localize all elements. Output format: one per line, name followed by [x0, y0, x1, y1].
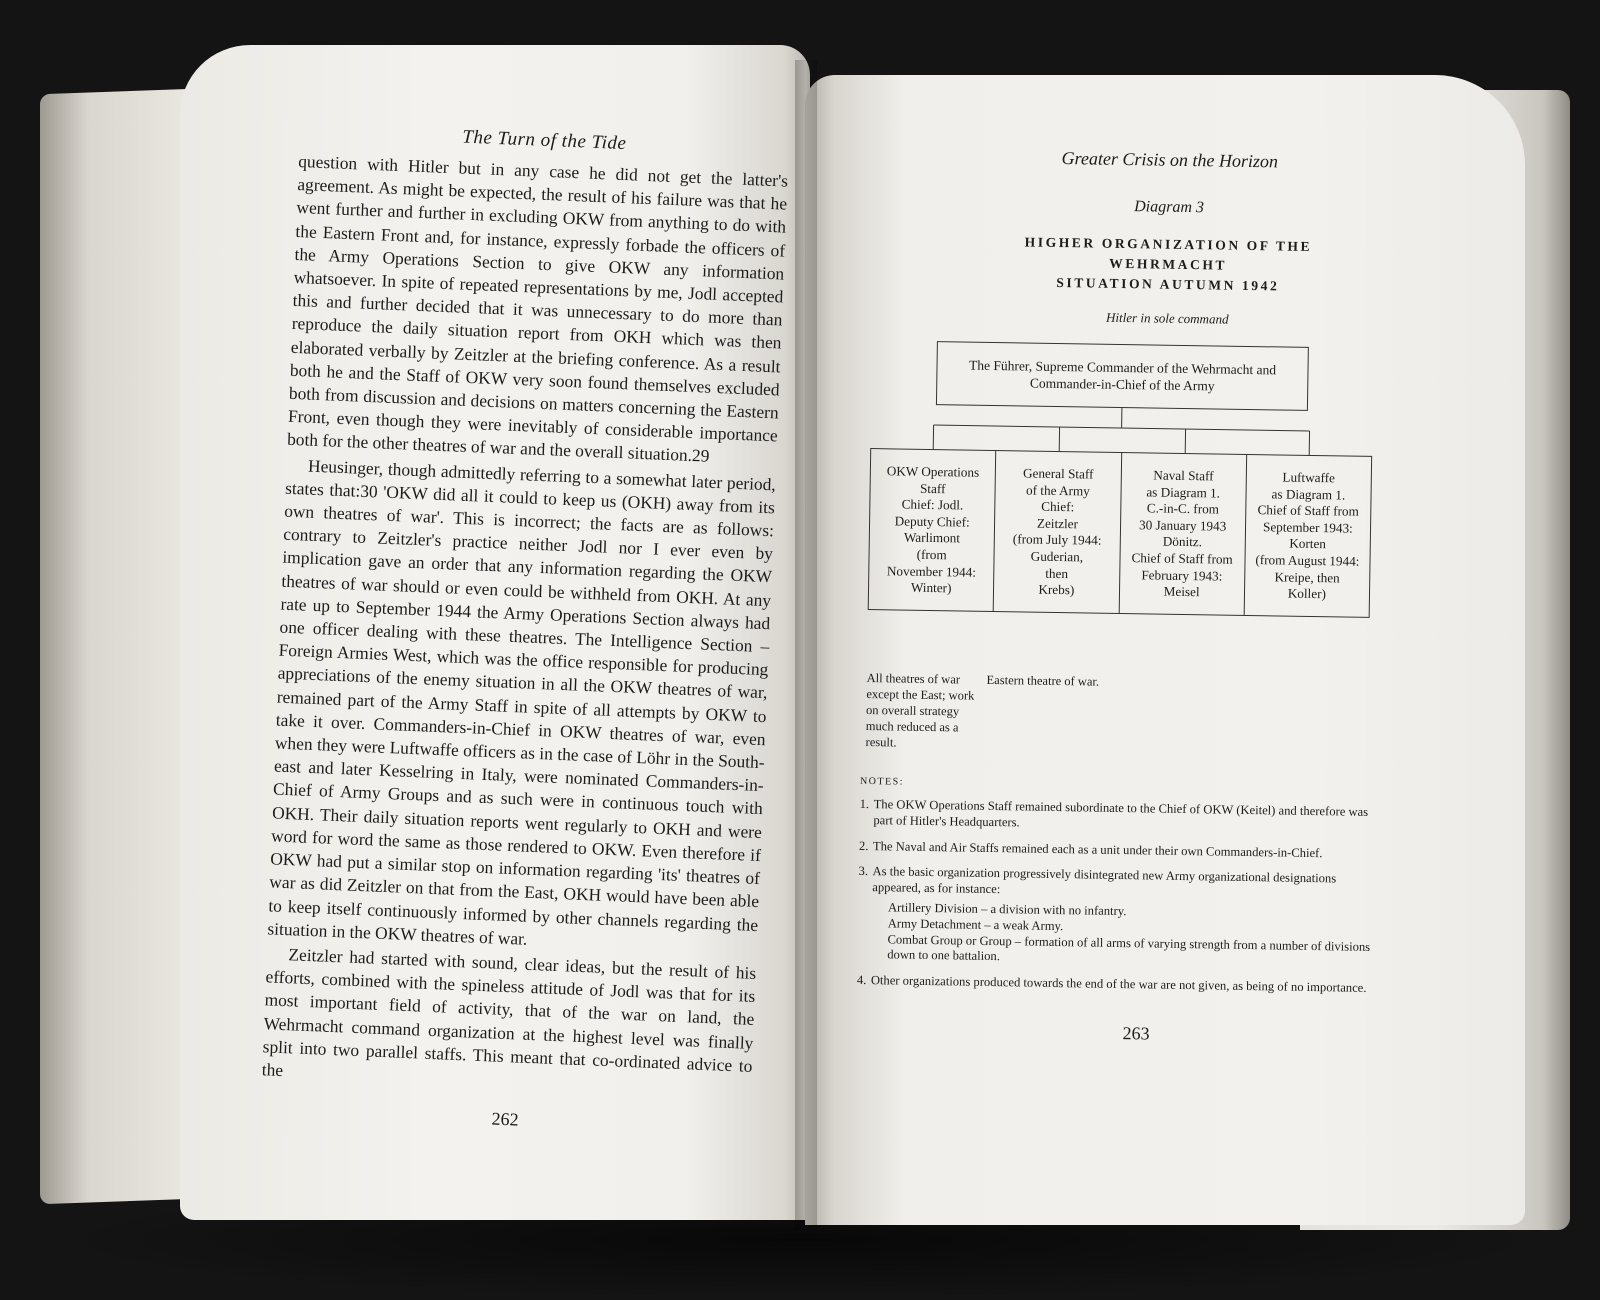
diagram-title [948, 231, 1389, 298]
cell-line: of the Army [1025, 482, 1090, 499]
book-gutter [795, 60, 817, 1230]
note-text: Other organizations produced towards the end of the war are not given, as being of no importance. [870, 973, 1367, 996]
note-text: As the basic organization progressively disintegrated new Army organizational designations appeared, as for instance: [872, 864, 1337, 897]
cell-line: Meisel [1163, 583, 1200, 600]
left-body-text [261, 150, 788, 1101]
paragraph: Zeitzler had started with sound, clear ideas, but the result of his efforts, combined with the spineless attitude of Jodl was that for its most important field of activity, that of the war on land, the Wehrmacht command organization at the highest level was finally split into two parallel staffs. This meant that co-ordinated advice to the [261, 944, 757, 1081]
note3-sublist [887, 900, 1378, 971]
org-table [868, 448, 1372, 618]
cell-line: General Staff [1022, 465, 1094, 482]
note-number: 2. [858, 838, 869, 853]
cell-line: (from [916, 546, 947, 563]
cell-line: Naval Staff [1153, 467, 1214, 484]
cell-line: Chief: Jodl. [901, 496, 964, 513]
cell-line: Guderian, [1030, 548, 1084, 565]
cell-line: Chief of Staff from [1257, 502, 1359, 519]
right-page-content [856, 145, 1390, 1048]
cell-line: November 1944: [886, 562, 977, 580]
connector-lines [865, 340, 1387, 458]
cell-line: as Diagram 1. [1146, 483, 1221, 501]
note-number: 3. [858, 864, 869, 879]
army-annotation: Eastern theatre of war. [986, 672, 1100, 689]
right-page-number: 263 [1122, 1023, 1150, 1044]
luftwaffe-cell [1244, 455, 1371, 617]
cell-line: February 1943: [1141, 566, 1223, 584]
column-annotations [860, 670, 1381, 758]
notes-heading: NOTES: [859, 775, 905, 788]
sublist-item: Army Detachment – a weak Army. [887, 916, 1064, 933]
cell-line: Koller) [1287, 585, 1327, 602]
cell-line: Krebs) [1038, 581, 1075, 598]
left-page-content [260, 120, 790, 1140]
left-page [180, 45, 810, 1220]
left-running-head: The Turn of the Tide [461, 126, 627, 155]
left-page-number: 262 [491, 1108, 519, 1130]
note-item [858, 864, 1378, 904]
note-item [857, 973, 1377, 997]
diagram-title-line: WEHRMACHT [1109, 255, 1228, 273]
org-chart [862, 340, 1387, 668]
diagram-title-line: SITUATION AUTUMN 1942 [1056, 274, 1280, 294]
cell-line: Luftwaffe [1282, 469, 1336, 486]
cell-line: Warlimont [903, 529, 961, 546]
cell-line: as Diagram 1. [1271, 485, 1346, 503]
cell-line: September 1943: [1262, 519, 1353, 536]
cell-line: Chief of Staff from [1131, 550, 1233, 567]
note-text: The OKW Operations Staff remained subordinate to the Chief of OKW (Keitel) and therefore was part of Hitler's Headquarters. [873, 797, 1369, 830]
right-page [805, 75, 1525, 1225]
diagram-title-line: HIGHER ORGANIZATION OF THE [1024, 234, 1313, 254]
cell-line: 30 January 1943 [1138, 517, 1227, 534]
cell-line: Zeitzler [1036, 515, 1079, 532]
diagram-subtitle: Hitler in sole command [1106, 309, 1229, 327]
cell-line: Dönitz. [1162, 534, 1203, 550]
cell-line: Kreipe, then [1274, 568, 1340, 585]
sublist-item: Artillery Division – a division with no infantry. [887, 900, 1127, 919]
cell-line: C.-in-C. from [1146, 500, 1220, 517]
note-number: 1. [859, 796, 870, 812]
diagram-label: Diagram 3 [1134, 198, 1205, 217]
cell-line: OKW Operations [886, 463, 980, 480]
cell-line: Winter) [910, 579, 952, 596]
note-number: 4. [856, 973, 867, 988]
cell-line: Korten [1289, 536, 1327, 552]
paragraph: question with Hitler but in any case he did not get the latter's agreement. As might be expected, the result of his failure was that he went further and further in excluding OKW from anything to do with the Eastern Front and, for instance, expressly forbade the officers of the Army Operations Section to give OKW any information whatsoever. In spite of repeated representations by me, Jodl accepted this and further decided that it was unnecessary to do more than reproduce the daily situation report from OKH which was then elaborated verbally by Zeitzler at the briefing conference. As a result both he and the Staff of OKW very soon found themselves excluded both from discussion and decisions on matters concerning the Eastern Front, even though they were inevitably of considerable importance both for the other theatres of war and the overall situation.29 [286, 150, 789, 467]
note-text: The Naval and Air Staffs remained each as a unit under their own Commanders-in-Chief. [872, 838, 1323, 860]
cell-line: Deputy Chief: [894, 513, 970, 530]
okw-annotation: All theatres of war except the East; work on overall strategy much reduced as a result. [865, 671, 975, 750]
okw-operations-cell [869, 449, 997, 611]
cell-line: (from August 1944: [1255, 552, 1360, 569]
note-item [859, 839, 1379, 863]
fuhrer-box: The Führer, Supreme Commander of the Wehrmacht and Commander-in-Chief of the Army [936, 341, 1309, 411]
right-running-head: Greater Crisis on the Horizon [1061, 148, 1279, 172]
cell-line: Staff [919, 480, 946, 496]
sublist-item: Combat Group or Group – formation of all arms of varying strength from a number of divisions down to one battalion. [887, 931, 1371, 964]
cell-line: (from July 1944: [1012, 531, 1102, 549]
note-item [859, 797, 1379, 837]
naval-staff-cell [1119, 453, 1247, 615]
cell-line: then [1045, 565, 1069, 581]
cell-line: Chief: [1041, 498, 1075, 515]
paragraph: Heusinger, though admittedly referring to a somewhat later period, states that:30 'OKW did all it could to keep us (OKH) away from its own theatres of war'. This is incorrect; the facts are as follows: contrary to Zeitzler's practice neither Jodl nor I ever even by implication gave an order that any information regarding the OKW theatres of war should or even could be withheld from OKH. At any rate up to September 1944 the Army Operations Section always had one officer dealing with these theatres. The Intelligence Section – Foreign Armies West, which was the office responsible for producing appreciations of the enemy situation in all the OKW theatres of war, remained part of the Army Staff in spite of all attempts by OKW to take it over. Commanders-in-Chief in OKW theatres of war, even when they were Luftwaffe officers as in the case of Löhr in the South-east and later Kesselring in Italy, were nominated Commanders-in-Chief of Army Groups and as such were in continuous touch with OKH. Their daily situation reports went regularly to OKH and were word for word the same as those rendered to OKW. Even therefore if OKW had put a similar stop on information regarding 'its' theatres of war as did Zeitzler on that from the East, OKH would have been able to keep itself continuously informed by other channels regarding the situation in the OKW theatres of war. [267, 455, 777, 949]
army-general-staff-cell [994, 451, 1122, 613]
